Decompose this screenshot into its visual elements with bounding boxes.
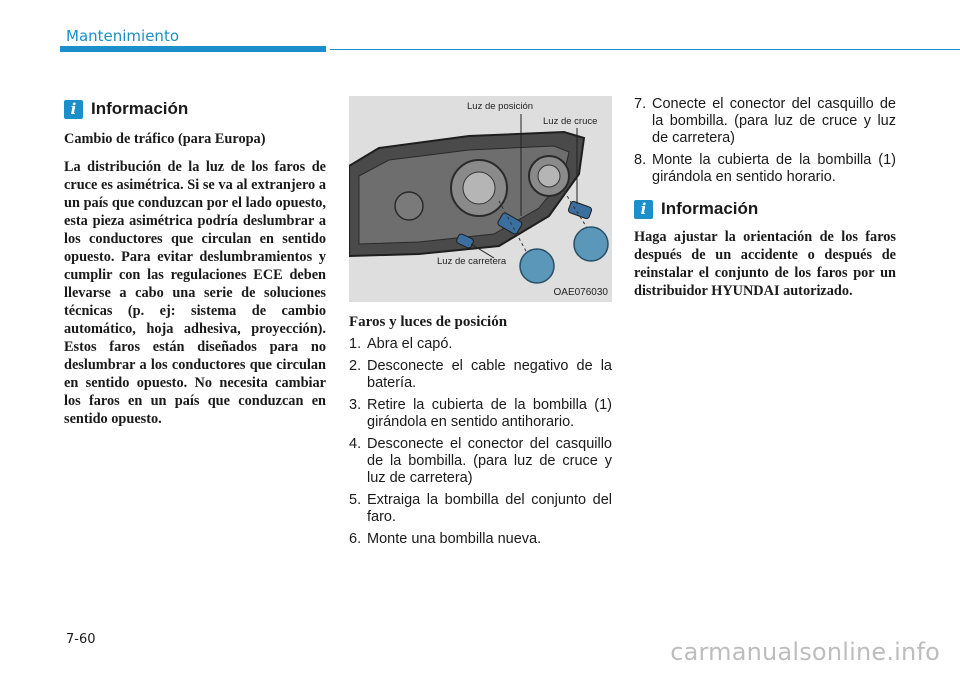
step-item: 1. Abra el capó. — [349, 336, 453, 352]
step-item: 8. Monte la cubierta de la bombilla (1) girándola en sentido horario. — [634, 152, 896, 185]
info-title: Información — [661, 199, 759, 218]
step-item: 6. Monte una bombilla nueva. — [349, 531, 542, 547]
step-item: 4. Desconecte el conector del casquillo de la bombilla. (para luz de cruce y luz de carretera) — [349, 436, 612, 486]
headlamp-figure — [349, 96, 612, 302]
column-middle — [349, 96, 612, 553]
info-heading — [64, 96, 326, 122]
info-heading — [634, 196, 896, 222]
info-title: Información — [91, 99, 189, 118]
info-body: Haga ajustar la orientación de los faros después de un accidente o después de reinstalar el conjunto de los faros por un distribuidor HYUNDAI autorizado. — [634, 229, 896, 299]
step-item: 3. Retire la cubierta de la bombilla (1) girándola en sentido antihorario. — [349, 397, 612, 430]
step-item: 5. Extraiga la bombilla del conjunto del faro. — [349, 492, 612, 525]
watermark: carmanualsonline.info — [670, 638, 940, 666]
step-item: 7. Conecte el conector del casquillo de la bombilla. (para luz de cruce y luz de carretera) — [634, 96, 896, 146]
label-road-light: Luz de carretera — [437, 256, 507, 267]
column-right — [634, 96, 896, 300]
header-rule-thin — [330, 49, 960, 50]
procedure-steps-2 — [634, 96, 896, 186]
step-item: 2. Desconecte el cable negativo de la batería. — [349, 358, 612, 391]
label-position-light: Luz de posición — [467, 101, 534, 112]
info-icon: i — [634, 200, 653, 219]
figure-code: OAE076030 — [553, 287, 608, 298]
procedure-heading: Faros y luces de posición — [349, 314, 508, 330]
column-left — [64, 96, 326, 428]
label-low-beam: Luz de cruce — [543, 116, 598, 127]
header-rule-thick — [60, 46, 326, 52]
section-title: Mantenimiento — [66, 27, 179, 45]
procedure-steps-1 — [349, 336, 612, 548]
info-body: La distribución de la luz de los faros de cruce es asimétrica. Si se va al extranjero a un país que conduzcan por el lado opuesto, esta pieza asimétrica podría deslumbrar a los conductores que circulan en sentido opuesto. Para evitar deslumbramientos y cumplir con las regulaciones ECE deben llevarse a cabo una serie de soluciones técnicas (p. ej: sistema de cambio automático, hoja adhesiva, proyección). Estos faros están diseñados para no deslumbrar a los conductores que circulan en sentido opuesto. No necesita cambiar los faros en un país que conduzcan en sentido opuesto. — [64, 159, 326, 427]
info-icon: i — [64, 100, 83, 119]
info-subtitle: Cambio de tráfico (para Europa) — [64, 131, 266, 147]
page-number: 7-60 — [66, 632, 96, 647]
